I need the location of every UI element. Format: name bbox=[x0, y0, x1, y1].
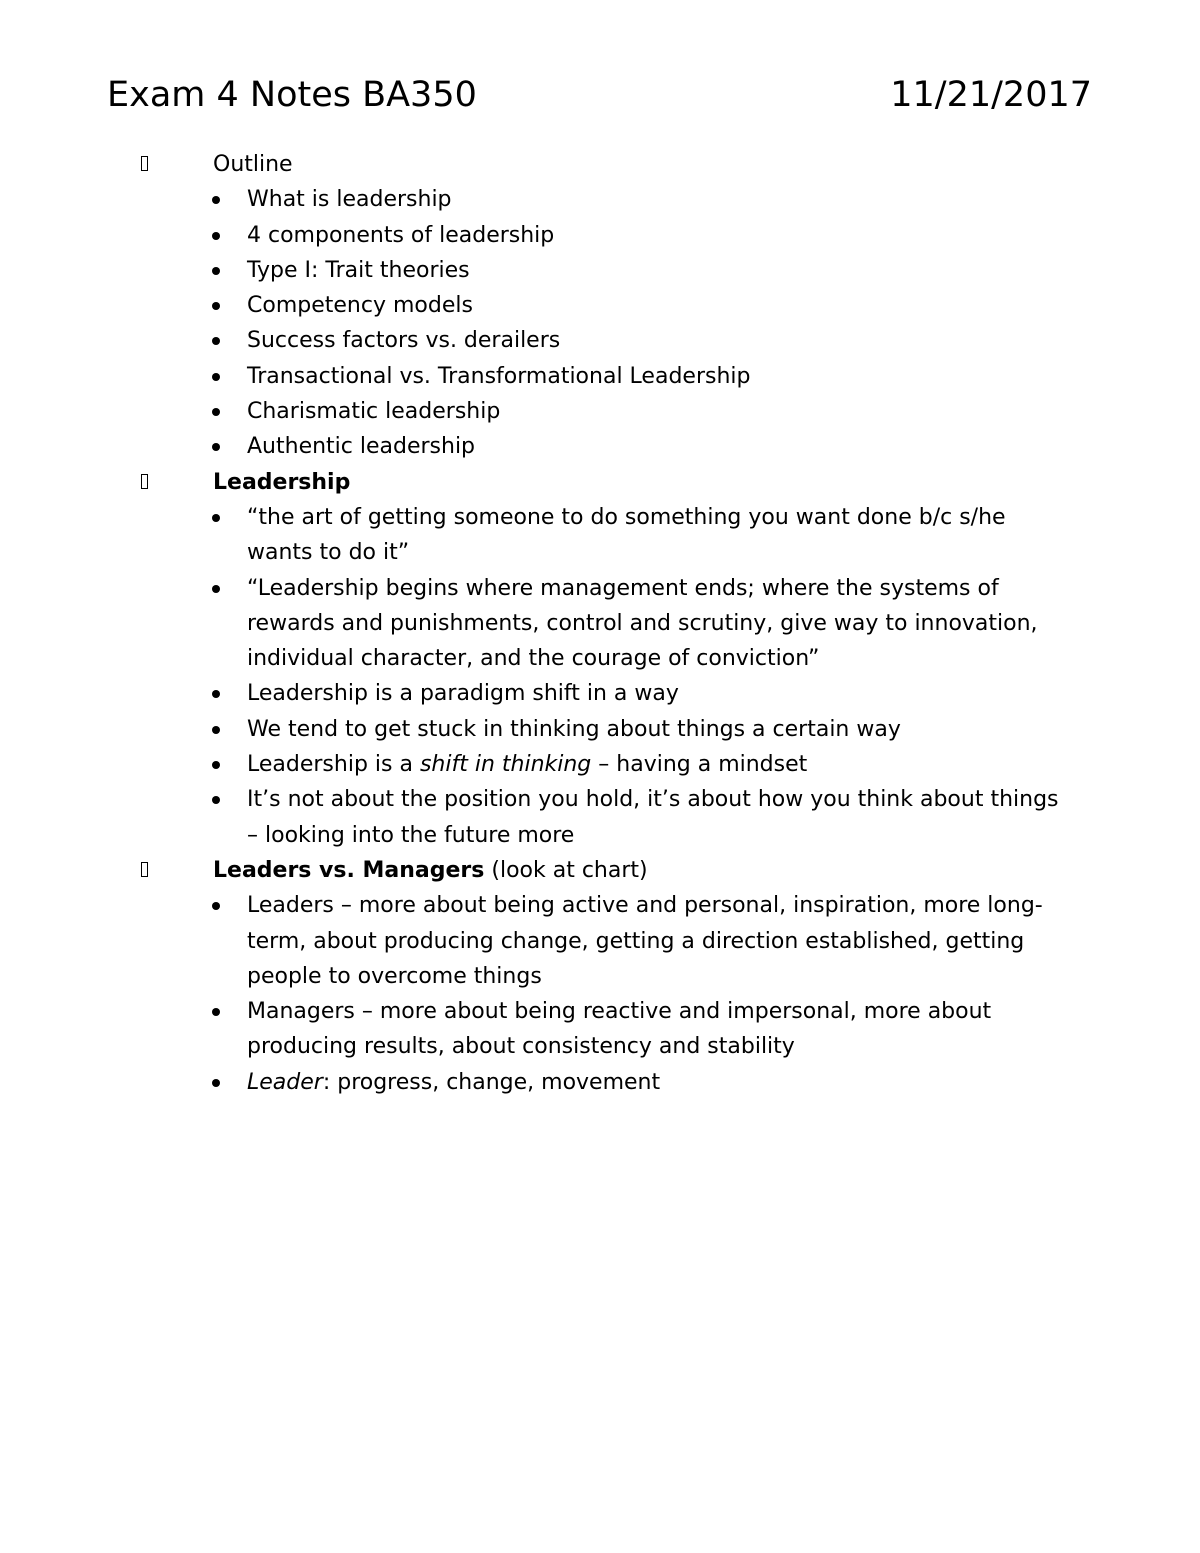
emphasis-text: Leader bbox=[247, 1069, 323, 1095]
bullet-list bbox=[0, 182, 1200, 464]
list-item: It’s not about the position you hold, it’s about how you think about things – looking into the future more bbox=[0, 782, 1200, 853]
bullet-dot-icon bbox=[212, 796, 220, 804]
bullet-dot-icon bbox=[212, 443, 220, 451]
list-item: Managers – more about being reactive and impersonal, more about producing results, about consistency and stability bbox=[0, 994, 1200, 1065]
bullet-list bbox=[0, 888, 1200, 1100]
section-title: Leadership bbox=[213, 469, 351, 495]
list-item: Leadership is a paradigm shift in a way bbox=[0, 676, 1200, 711]
section-leadership bbox=[0, 465, 1200, 853]
list-item: “Leadership begins where management ends; where the systems of rewards and punishments, control and scrutiny, give way to innovation, individual character, and the courage of conviction” bbox=[0, 571, 1200, 677]
list-item: Authentic leadership bbox=[0, 429, 1200, 464]
list-item: Leaders – more about being active and personal, inspiration, more long-term, about producing change, getting a direction established, getting people to overcome things bbox=[0, 888, 1200, 994]
bullet-dot-icon bbox=[212, 337, 220, 345]
notes-body bbox=[0, 147, 1200, 1100]
bullet-dot-icon bbox=[212, 196, 220, 204]
list-item: We tend to get stuck in thinking about things a certain way bbox=[0, 712, 1200, 747]
section-heading bbox=[0, 465, 1200, 500]
list-item: “the art of getting someone to do something you want done b/c s/he wants to do it” bbox=[0, 500, 1200, 571]
section-title: Leaders vs. Managers bbox=[213, 857, 485, 883]
bullet-dot-icon bbox=[212, 726, 220, 734]
list-item: Charismatic leadership bbox=[0, 394, 1200, 429]
section-heading bbox=[0, 147, 1200, 182]
bullet-dot-icon bbox=[212, 514, 220, 522]
section-heading bbox=[0, 853, 1200, 888]
list-item: Leader: progress, change, movement bbox=[0, 1065, 1200, 1100]
box-bullet-icon bbox=[141, 465, 155, 500]
section-title: Outline bbox=[213, 152, 293, 177]
list-item: Competency models bbox=[0, 288, 1200, 323]
list-item: Transactional vs. Transformational Leadership bbox=[0, 359, 1200, 394]
document-title: Exam 4 Notes BA350 bbox=[107, 75, 477, 115]
emphasis-text: shift in thinking bbox=[419, 752, 592, 778]
bullet-dot-icon bbox=[212, 408, 220, 416]
bullet-dot-icon bbox=[212, 761, 220, 769]
bullet-dot-icon bbox=[212, 1079, 220, 1087]
section-leaders-vs-managers bbox=[0, 853, 1200, 1100]
bullet-dot-icon bbox=[212, 232, 220, 240]
bullet-dot-icon bbox=[212, 267, 220, 275]
bullet-dot-icon bbox=[212, 902, 220, 910]
list-item: Success factors vs. derailers bbox=[0, 323, 1200, 358]
bullet-dot-icon bbox=[212, 373, 220, 381]
list-item: What is leadership bbox=[0, 182, 1200, 217]
box-bullet-icon bbox=[141, 147, 155, 182]
bullet-dot-icon bbox=[212, 302, 220, 310]
list-item: Leadership is a shift in thinking – having a mindset bbox=[0, 747, 1200, 782]
document-date: 11/21/2017 bbox=[890, 75, 1092, 115]
bullet-list bbox=[0, 500, 1200, 853]
box-bullet-icon bbox=[141, 853, 155, 888]
section-outline bbox=[0, 147, 1200, 465]
list-item: Type I: Trait theories bbox=[0, 253, 1200, 288]
bullet-dot-icon bbox=[212, 585, 220, 593]
bullet-dot-icon bbox=[212, 1008, 220, 1016]
list-item: 4 components of leadership bbox=[0, 218, 1200, 253]
section-title-note: (look at chart) bbox=[484, 857, 648, 883]
bullet-dot-icon bbox=[212, 690, 220, 698]
document-header bbox=[0, 70, 1200, 120]
